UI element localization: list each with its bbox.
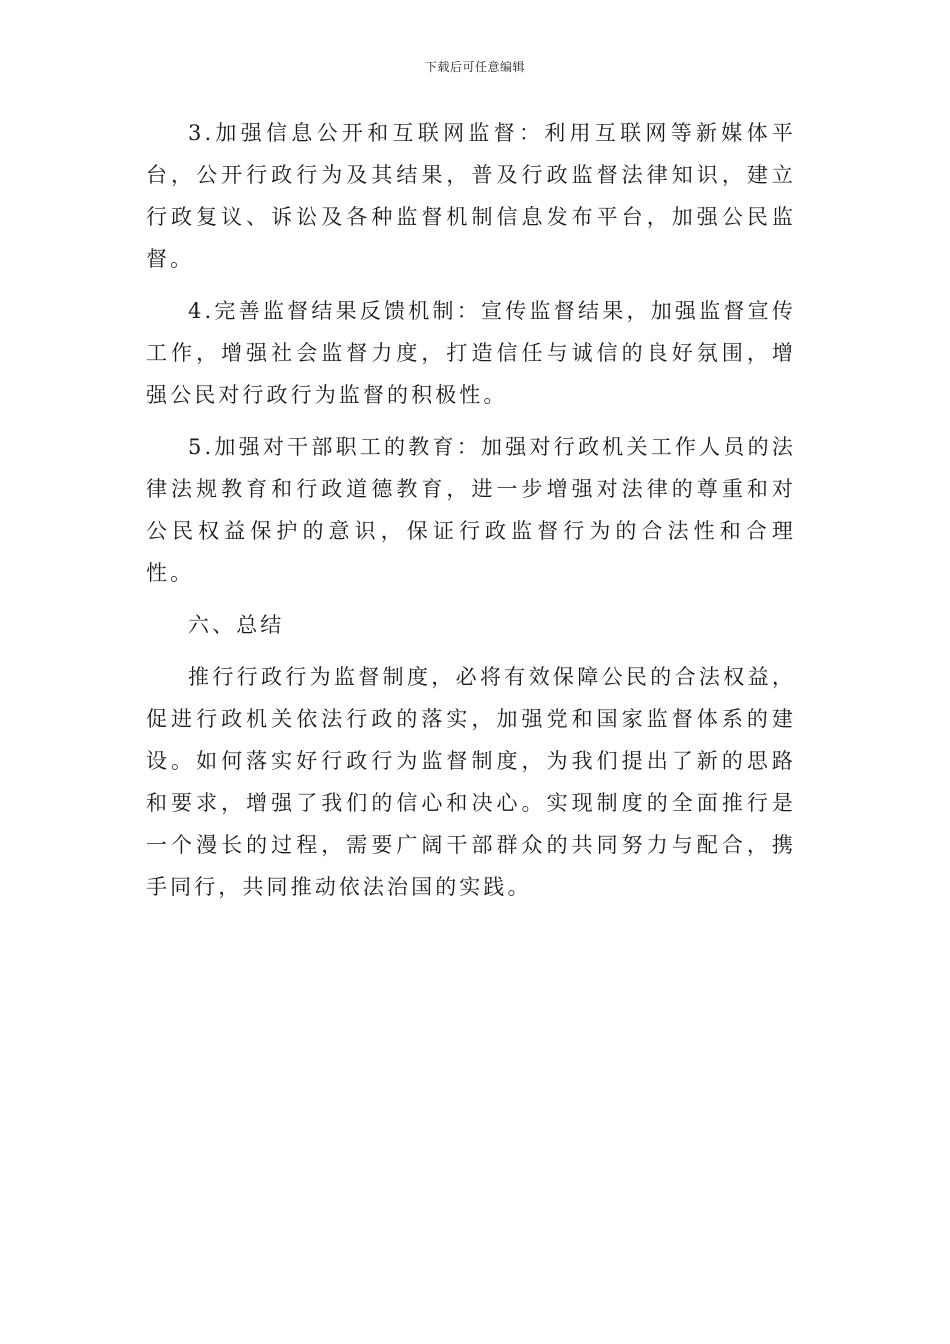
document-body [146, 112, 796, 918]
paragraph-info-disclosure: 3.加强信息公开和互联网监督：利用互联网等新媒体平台，公开行政行为及其结果，普及行政监督法律知识，建立行政复议、诉讼及各种监督机制信息发布平台，加强公民监督。 [146, 121, 796, 271]
paragraph-summary: 推行行政行为监督制度，必将有效保障公民的合法权益，促进行政机关依法行政的落实，加强党和国家监督体系的建设。如何落实好行政行为监督制度，为我们提出了新的思路和要求，增强了我们的信心和决心。实现制度的全面推行是一个漫长的过程，需要广阔干部群众的共同努力与配合，携手同行，共同推动依法治国的实践。 [146, 665, 796, 899]
section-heading-summary: 六、总结 [188, 613, 285, 637]
paragraph-feedback-mechanism: 4.完善监督结果反馈机制：宣传监督结果，加强监督宣传工作，增强社会监督力度，打造信任与诚信的良好氛围，增强公民对行政行为监督的积极性。 [146, 299, 796, 407]
page-header-note: 下载后可任意编辑 [424, 60, 525, 74]
paragraph-cadre-education: 5.加强对干部职工的教育：加强对行政机关工作人员的法律法规教育和行政道德教育，进一步增强对法律的尊重和对公民权益保护的意识，保证行政监督行为的合法性和合理性。 [146, 435, 796, 585]
